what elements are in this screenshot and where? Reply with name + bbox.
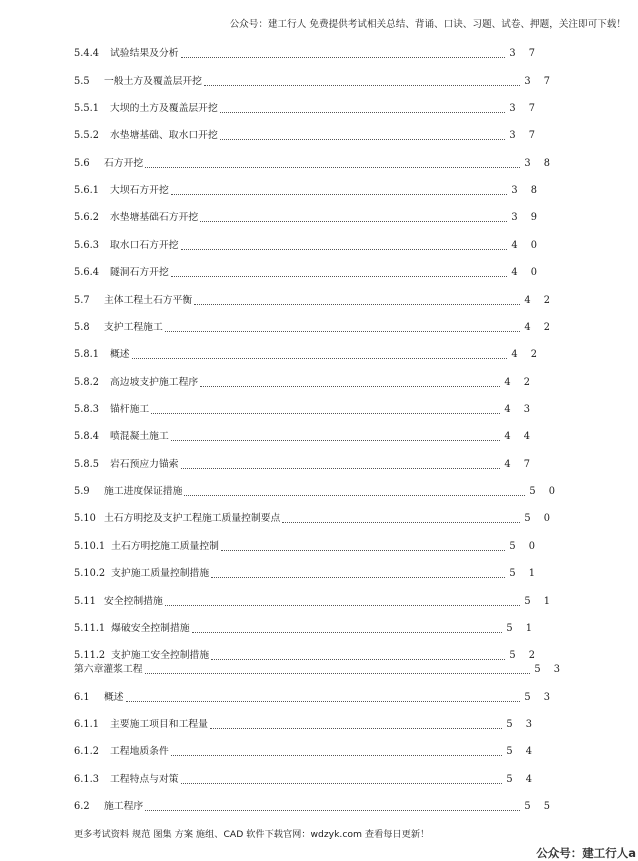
toc-page-number: 3 8: [524, 158, 555, 169]
toc-dot-leader: [204, 84, 520, 86]
toc-entry-title: 石方开挖: [104, 158, 144, 169]
toc-entry-title: 水垫塘基础石方开挖: [110, 212, 199, 223]
toc-dot-leader: [200, 220, 507, 222]
toc-page-number: 4 3: [504, 404, 535, 415]
toc-entry[interactable]: [74, 347, 542, 361]
toc-entry-number: 5.11.2: [74, 650, 106, 661]
toc-dot-leader: [181, 467, 501, 469]
toc-entry[interactable]: [74, 594, 555, 608]
toc-entry[interactable]: [74, 744, 537, 758]
toc-entry-number: 5.8.3: [74, 404, 99, 415]
toc-page-number: 4 2: [524, 295, 555, 306]
toc-entry-number: 6.1: [74, 692, 90, 703]
toc-page-number: 3 7: [524, 76, 555, 87]
toc-entry[interactable]: [74, 457, 535, 471]
toc-entry-title: 施工进度保证措施: [104, 486, 183, 497]
toc-page-number: 5 5: [524, 801, 555, 812]
toc-entry-number: 5.8.5: [74, 459, 99, 470]
toc-dot-leader: [151, 412, 500, 414]
toc-entry-title: 支护工程施工: [104, 322, 163, 333]
toc-entry-title: 工程特点与对策: [110, 774, 179, 785]
toc-page-number: 4 0: [511, 240, 542, 251]
toc-entry-number: 5.11: [74, 596, 96, 607]
toc-dot-leader: [145, 809, 520, 811]
toc-entry[interactable]: [74, 799, 555, 813]
toc-entry-title: 支护施工安全控制措施: [111, 650, 210, 661]
toc-entry[interactable]: [74, 621, 537, 635]
toc-page-number: 3 8: [511, 185, 542, 196]
toc-entry[interactable]: [74, 128, 540, 142]
toc-page-number: 5 3: [524, 692, 555, 703]
toc-entry-number: 5.8.1: [74, 349, 99, 360]
toc-entry[interactable]: [74, 101, 540, 115]
toc-page-number: 4 2: [511, 349, 542, 360]
toc-dot-leader: [282, 521, 520, 523]
toc-dot-leader: [126, 700, 521, 702]
toc-entry-number: 6.1.2: [74, 746, 99, 757]
toc-page-number: 4 2: [524, 322, 555, 333]
toc-entry-number: 6.2: [74, 801, 90, 812]
toc-entry-title: 主体工程土石方平衡: [104, 295, 193, 306]
toc-entry-number: 5.9: [74, 486, 90, 497]
toc-page-number: 3 9: [511, 212, 542, 223]
toc-page-number: 5 1: [524, 596, 555, 607]
toc-entry[interactable]: [74, 539, 540, 553]
toc-page-number: 5 0: [509, 541, 540, 552]
toc-entry[interactable]: [74, 210, 542, 224]
toc-entry-number: 5.5.2: [74, 130, 99, 141]
toc-entry-title: 取水口石方开挖: [110, 240, 179, 251]
toc-page-number: 5 1: [509, 568, 540, 579]
toc-page-number: 5 4: [506, 746, 537, 757]
toc-entry-title: 大坝石方开挖: [110, 185, 169, 196]
toc-entry-number: 6.1.1: [74, 719, 99, 730]
toc-entry-title: 土石方明挖及支护工程施工质量控制要点: [104, 513, 281, 524]
toc-entry[interactable]: [74, 156, 555, 170]
toc-page-number: 5 3: [534, 664, 565, 675]
toc-entry[interactable]: [74, 429, 535, 443]
toc-entry[interactable]: [74, 511, 555, 525]
toc-entry-title: 安全控制措施: [104, 596, 163, 607]
toc-entry[interactable]: [74, 690, 555, 704]
toc-entry[interactable]: [74, 662, 565, 676]
toc-entry-number: 5.10.1: [74, 541, 106, 552]
toc-entry-number: 5.8: [74, 322, 90, 333]
toc-entry-title: 锚杆施工: [110, 404, 150, 415]
toc-page-number: 4 7: [504, 459, 535, 470]
page-header-banner: 公众号：建工行人 免费提供考试相关总结、背诵、口诀、习题、试卷、押题，关注即可下载！: [229, 19, 626, 30]
toc-page-number: 5 3: [506, 719, 537, 730]
toc-dot-leader: [165, 330, 521, 332]
toc-entry-number: 5.6.3: [74, 240, 99, 251]
toc-page-number: 4 2: [504, 377, 535, 388]
toc-page-number: 4 0: [511, 267, 542, 278]
page-footer-note: 更多考试资料 规范 图集 方案 施组、CAD 软件下载官网：wdzyk.com 查看每日更新！: [74, 829, 430, 840]
toc-entry-number: 5.6.2: [74, 212, 99, 223]
toc-entry-title: 概述: [110, 349, 130, 360]
toc-entry-number: 5.5: [74, 76, 90, 87]
toc-entry-title: 施工程序: [104, 801, 144, 812]
toc-entry[interactable]: [74, 183, 542, 197]
toc-entry-number: 5.10.2: [74, 568, 106, 579]
toc-entry-number: 5.10: [74, 513, 96, 524]
toc-entry[interactable]: [74, 772, 537, 786]
toc-page-number: 5 0: [529, 486, 560, 497]
toc-page-number: 5 4: [506, 774, 537, 785]
toc-entry[interactable]: [74, 375, 535, 389]
toc-entry[interactable]: [74, 717, 537, 731]
toc-entry[interactable]: [74, 402, 535, 416]
toc-dot-leader: [194, 303, 520, 305]
toc-entry-number: 5.6.1: [74, 185, 99, 196]
toc-page-number: 5 0: [524, 513, 555, 524]
toc-entry-title: 一般土方及覆盖层开挖: [104, 76, 202, 87]
toc-entry[interactable]: [74, 566, 540, 580]
toc-entry[interactable]: [74, 74, 555, 88]
toc-page-number: 4 4: [504, 431, 535, 442]
toc-dot-leader: [165, 604, 521, 606]
toc-dot-leader: [171, 275, 508, 277]
toc-dot-leader: [210, 727, 502, 729]
toc-entry-number: 5.8.4: [74, 431, 99, 442]
toc-entry-title: 高边坡支护施工程序: [110, 377, 199, 388]
toc-dot-leader: [184, 494, 525, 496]
toc-page-number: 5 1: [506, 623, 537, 634]
toc-page-number: 3 7: [509, 130, 540, 141]
toc-dot-leader: [200, 385, 500, 387]
toc-dot-leader: [220, 138, 506, 140]
toc-dot-leader: [211, 576, 505, 578]
toc-page-number: 3 7: [509, 103, 540, 114]
toc-dot-leader: [171, 439, 501, 441]
toc-entry-number: 5.7: [74, 295, 90, 306]
toc-entry-title: 主要施工项目和工程量: [110, 719, 208, 730]
toc-entry-title: 隧洞石方开挖: [110, 267, 169, 278]
toc-entry-number: 5.11.1: [74, 623, 106, 634]
toc-entry-title: 工程地质条件: [110, 746, 169, 757]
toc-entry-title: 试验结果及分析: [110, 48, 179, 59]
toc-entry-title: 大坝的土方及覆盖层开挖: [110, 103, 218, 114]
toc-entry[interactable]: [74, 484, 560, 498]
toc-dot-leader: [145, 672, 531, 674]
toc-dot-leader: [181, 248, 508, 250]
toc-entry-title: 概述: [104, 692, 124, 703]
toc-entry-title: 喷混凝土施工: [110, 431, 169, 442]
toc-entry-title: 爆破安全控制措施: [111, 623, 190, 634]
watermark-text: 公众号：建工行人a: [536, 846, 636, 860]
toc-entry[interactable]: [74, 293, 555, 307]
toc-entry[interactable]: [74, 265, 542, 279]
toc-dot-leader: [221, 549, 505, 551]
toc-entry-number: 5.8.2: [74, 377, 99, 388]
toc-entry-title: 土石方明挖施工质量控制: [111, 541, 219, 552]
toc-entry[interactable]: [74, 238, 542, 252]
toc-page-number: 5 2: [509, 650, 540, 661]
toc-entry-number: 5.4.4: [74, 48, 99, 59]
toc-entry[interactable]: [74, 648, 540, 662]
toc-dot-leader: [220, 111, 506, 113]
toc-entry-number: 5.6.4: [74, 267, 99, 278]
toc-dot-leader: [192, 631, 503, 633]
toc-dot-leader: [145, 166, 520, 168]
toc-dot-leader: [181, 782, 503, 784]
toc-entry-number: 5.6: [74, 158, 90, 169]
toc-dot-leader: [171, 754, 503, 756]
toc-dot-leader: [132, 357, 508, 359]
toc-entry[interactable]: [74, 46, 540, 60]
toc-entry[interactable]: [74, 320, 555, 334]
toc-dot-leader: [211, 658, 505, 660]
toc-entry-number: 6.1.3: [74, 774, 99, 785]
toc-entry-title: 岩石预应力锚索: [110, 459, 179, 470]
toc-entry-title: 第六章灌浆工程: [74, 664, 143, 675]
toc-dot-leader: [171, 193, 508, 195]
toc-entry-title: 水垫塘基础、取水口开挖: [110, 130, 218, 141]
toc-entry-number: 5.5.1: [74, 103, 99, 114]
toc-entry-title: 支护施工质量控制措施: [111, 568, 210, 579]
toc-page-number: 3 7: [509, 48, 540, 59]
toc-dot-leader: [181, 56, 506, 58]
